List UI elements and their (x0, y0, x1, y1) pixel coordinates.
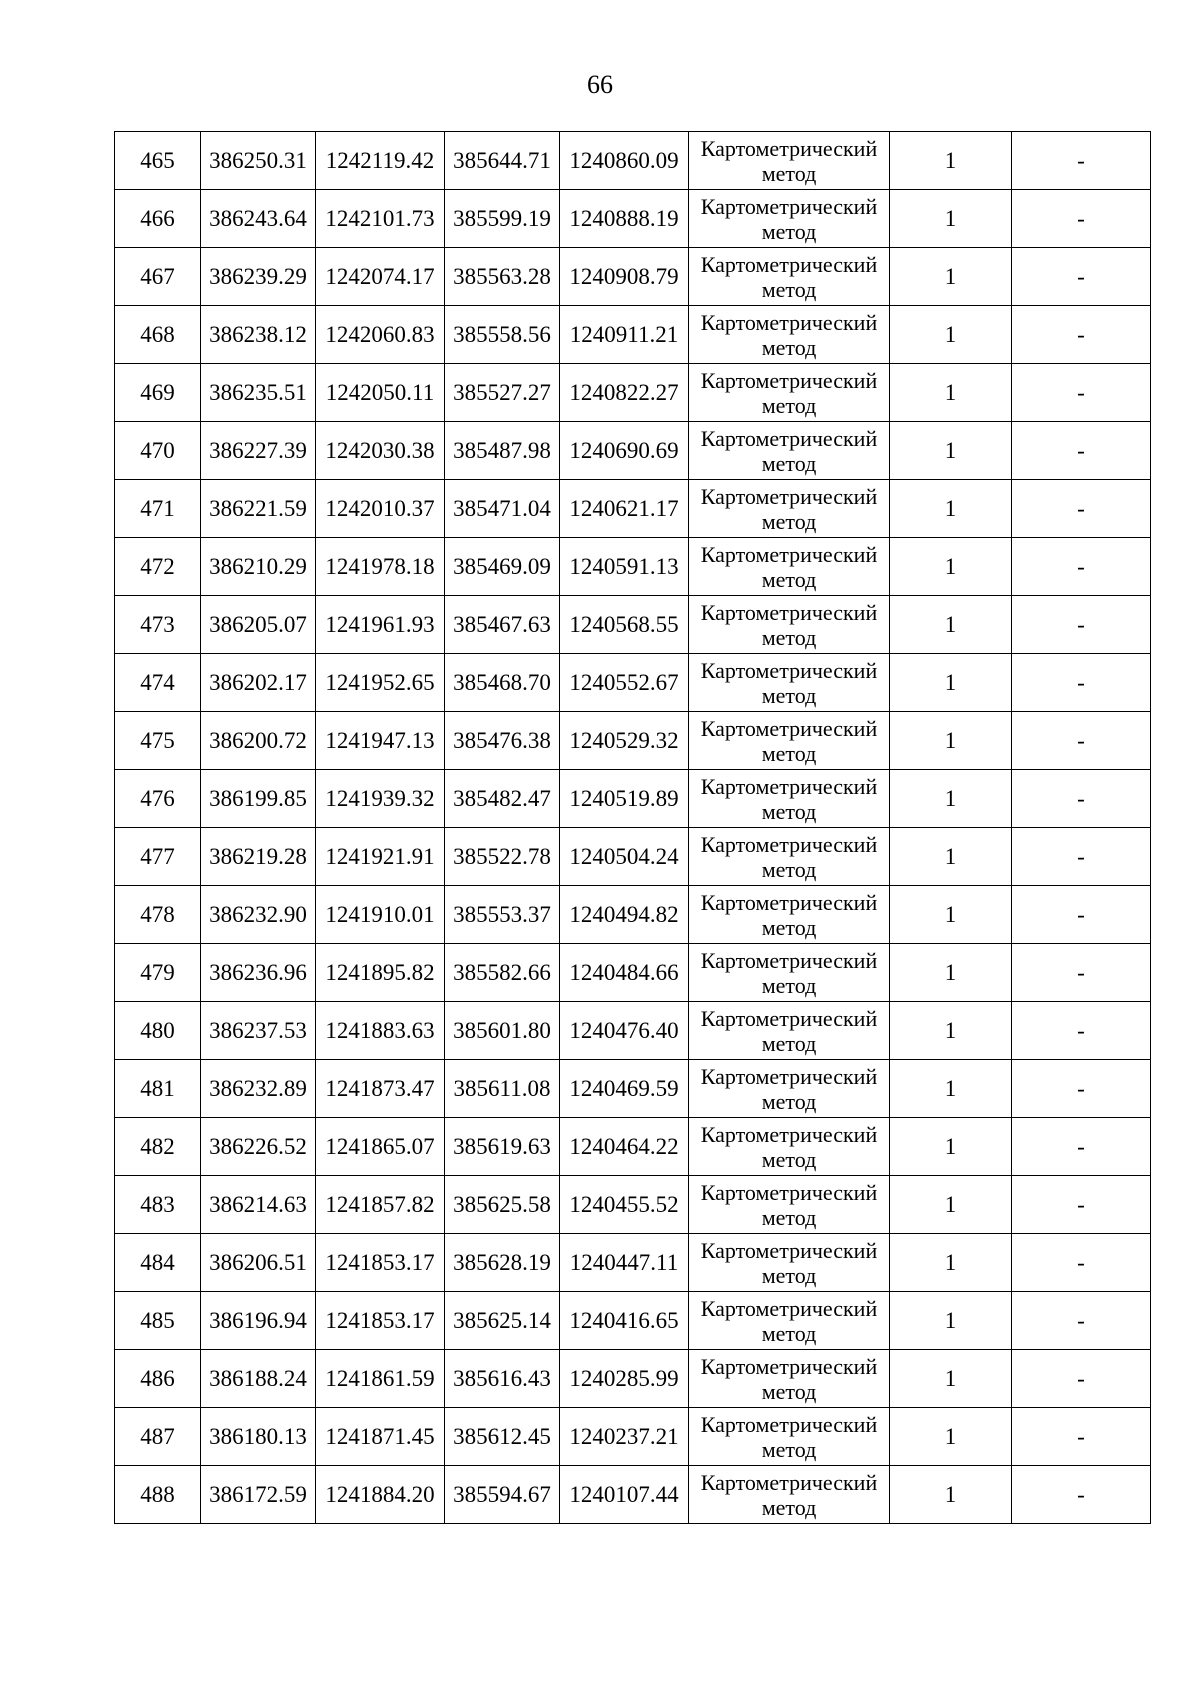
y2-coordinate-cell: 1240591.13 (560, 538, 689, 596)
y1-coordinate-cell: 1242050.11 (316, 364, 445, 422)
x2-coordinate-cell: 385616.43 (445, 1350, 560, 1408)
note-cell: - (1012, 190, 1151, 248)
x1-coordinate-cell: 386226.52 (201, 1118, 316, 1176)
table-row (115, 944, 1151, 1002)
x1-coordinate-cell: 386214.63 (201, 1176, 316, 1234)
accuracy-cell: 1 (890, 1176, 1012, 1234)
method-line-2: метод (761, 914, 817, 940)
x2-coordinate-cell: 385582.66 (445, 944, 560, 1002)
point-number-cell: 478 (115, 886, 201, 944)
y2-coordinate-cell: 1240447.11 (560, 1234, 689, 1292)
point-number-cell: 474 (115, 654, 201, 712)
table-body (115, 132, 1151, 1524)
y1-coordinate-cell: 1241861.59 (316, 1350, 445, 1408)
method-line-2: метод (761, 276, 817, 302)
table-row (115, 1118, 1151, 1176)
x1-coordinate-cell: 386219.28 (201, 828, 316, 886)
point-number-cell: 472 (115, 538, 201, 596)
method-cell (689, 422, 890, 480)
point-number-cell: 484 (115, 1234, 201, 1292)
note-cell: - (1012, 712, 1151, 770)
note-cell: - (1012, 828, 1151, 886)
x1-coordinate-cell: 386235.51 (201, 364, 316, 422)
point-number-cell: 486 (115, 1350, 201, 1408)
method-cell (689, 712, 890, 770)
method-line-1: Картометрический (700, 1411, 878, 1437)
note-cell: - (1012, 770, 1151, 828)
method-line-1: Картометрический (700, 1237, 878, 1263)
method-line-1: Картометрический (700, 715, 878, 741)
method-line-2: метод (761, 1030, 817, 1056)
method-line-1: Картометрический (700, 1469, 878, 1495)
y2-coordinate-cell: 1240888.19 (560, 190, 689, 248)
note-cell: - (1012, 422, 1151, 480)
point-number-cell: 482 (115, 1118, 201, 1176)
note-cell: - (1012, 132, 1151, 190)
y2-coordinate-cell: 1240911.21 (560, 306, 689, 364)
method-line-1: Картометрический (700, 483, 878, 509)
method-line-2: метод (761, 566, 817, 592)
x1-coordinate-cell: 386238.12 (201, 306, 316, 364)
method-line-2: метод (761, 1204, 817, 1230)
accuracy-cell: 1 (890, 770, 1012, 828)
method-cell (689, 248, 890, 306)
x2-coordinate-cell: 385467.63 (445, 596, 560, 654)
note-cell: - (1012, 538, 1151, 596)
method-cell (689, 596, 890, 654)
note-cell: - (1012, 886, 1151, 944)
method-line-2: метод (761, 1320, 817, 1346)
method-line-2: метод (761, 856, 817, 882)
x2-coordinate-cell: 385527.27 (445, 364, 560, 422)
y1-coordinate-cell: 1242074.17 (316, 248, 445, 306)
method-line-1: Картометрический (700, 367, 878, 393)
x1-coordinate-cell: 386236.96 (201, 944, 316, 1002)
method-line-2: метод (761, 1262, 817, 1288)
note-cell: - (1012, 654, 1151, 712)
table-row (115, 712, 1151, 770)
note-cell: - (1012, 480, 1151, 538)
x2-coordinate-cell: 385558.56 (445, 306, 560, 364)
point-number-cell: 477 (115, 828, 201, 886)
accuracy-cell: 1 (890, 828, 1012, 886)
accuracy-cell: 1 (890, 596, 1012, 654)
accuracy-cell: 1 (890, 248, 1012, 306)
point-number-cell: 471 (115, 480, 201, 538)
y1-coordinate-cell: 1241853.17 (316, 1292, 445, 1350)
y2-coordinate-cell: 1240519.89 (560, 770, 689, 828)
note-cell: - (1012, 596, 1151, 654)
y1-coordinate-cell: 1241910.01 (316, 886, 445, 944)
method-line-1: Картометрический (700, 1179, 878, 1205)
table-row (115, 1060, 1151, 1118)
method-cell (689, 1350, 890, 1408)
y1-coordinate-cell: 1242101.73 (316, 190, 445, 248)
y1-coordinate-cell: 1242060.83 (316, 306, 445, 364)
accuracy-cell: 1 (890, 1466, 1012, 1524)
y1-coordinate-cell: 1241947.13 (316, 712, 445, 770)
x2-coordinate-cell: 385476.38 (445, 712, 560, 770)
point-number-cell: 469 (115, 364, 201, 422)
method-line-2: метод (761, 1146, 817, 1172)
accuracy-cell: 1 (890, 190, 1012, 248)
note-cell: - (1012, 248, 1151, 306)
note-cell: - (1012, 1118, 1151, 1176)
method-line-2: метод (761, 392, 817, 418)
method-line-1: Картометрический (700, 1005, 878, 1031)
accuracy-cell: 1 (890, 712, 1012, 770)
x2-coordinate-cell: 385625.58 (445, 1176, 560, 1234)
note-cell: - (1012, 1060, 1151, 1118)
method-line-1: Картометрический (700, 947, 878, 973)
x1-coordinate-cell: 386206.51 (201, 1234, 316, 1292)
y1-coordinate-cell: 1241884.20 (316, 1466, 445, 1524)
y2-coordinate-cell: 1240285.99 (560, 1350, 689, 1408)
x1-coordinate-cell: 386196.94 (201, 1292, 316, 1350)
method-line-2: метод (761, 1088, 817, 1114)
point-number-cell: 481 (115, 1060, 201, 1118)
point-number-cell: 475 (115, 712, 201, 770)
table-row (115, 1176, 1151, 1234)
accuracy-cell: 1 (890, 364, 1012, 422)
x2-coordinate-cell: 385471.04 (445, 480, 560, 538)
method-line-1: Картометрический (700, 773, 878, 799)
table-row (115, 422, 1151, 480)
y1-coordinate-cell: 1241961.93 (316, 596, 445, 654)
point-number-cell: 465 (115, 132, 201, 190)
method-line-1: Картометрический (700, 599, 878, 625)
accuracy-cell: 1 (890, 422, 1012, 480)
x1-coordinate-cell: 386237.53 (201, 1002, 316, 1060)
method-line-1: Картометрический (700, 1295, 878, 1321)
accuracy-cell: 1 (890, 1292, 1012, 1350)
x1-coordinate-cell: 386180.13 (201, 1408, 316, 1466)
note-cell: - (1012, 1234, 1151, 1292)
note-cell: - (1012, 1350, 1151, 1408)
y2-coordinate-cell: 1240416.65 (560, 1292, 689, 1350)
x2-coordinate-cell: 385612.45 (445, 1408, 560, 1466)
method-cell (689, 480, 890, 538)
method-cell (689, 944, 890, 1002)
y2-coordinate-cell: 1240494.82 (560, 886, 689, 944)
accuracy-cell: 1 (890, 1118, 1012, 1176)
method-line-2: метод (761, 682, 817, 708)
y2-coordinate-cell: 1240568.55 (560, 596, 689, 654)
x1-coordinate-cell: 386210.29 (201, 538, 316, 596)
note-cell: - (1012, 1292, 1151, 1350)
accuracy-cell: 1 (890, 480, 1012, 538)
y1-coordinate-cell: 1241871.45 (316, 1408, 445, 1466)
y1-coordinate-cell: 1242010.37 (316, 480, 445, 538)
y2-coordinate-cell: 1240455.52 (560, 1176, 689, 1234)
table-row (115, 1466, 1151, 1524)
x1-coordinate-cell: 386232.90 (201, 886, 316, 944)
y1-coordinate-cell: 1241853.17 (316, 1234, 445, 1292)
method-line-2: метод (761, 160, 817, 186)
y1-coordinate-cell: 1241895.82 (316, 944, 445, 1002)
table-row (115, 828, 1151, 886)
y2-coordinate-cell: 1240464.22 (560, 1118, 689, 1176)
method-line-1: Картометрический (700, 135, 878, 161)
method-line-1: Картометрический (700, 657, 878, 683)
y2-coordinate-cell: 1240237.21 (560, 1408, 689, 1466)
method-line-2: метод (761, 798, 817, 824)
table-row (115, 1002, 1151, 1060)
y2-coordinate-cell: 1240908.79 (560, 248, 689, 306)
y1-coordinate-cell: 1241978.18 (316, 538, 445, 596)
method-cell (689, 1118, 890, 1176)
table-row (115, 1408, 1151, 1466)
x1-coordinate-cell: 386172.59 (201, 1466, 316, 1524)
x1-coordinate-cell: 386202.17 (201, 654, 316, 712)
method-cell (689, 306, 890, 364)
table-row (115, 248, 1151, 306)
y2-coordinate-cell: 1240529.32 (560, 712, 689, 770)
note-cell: - (1012, 306, 1151, 364)
y1-coordinate-cell: 1241883.63 (316, 1002, 445, 1060)
table-row (115, 306, 1151, 364)
y2-coordinate-cell: 1240690.69 (560, 422, 689, 480)
method-line-1: Картометрический (700, 889, 878, 915)
x1-coordinate-cell: 386232.89 (201, 1060, 316, 1118)
point-number-cell: 479 (115, 944, 201, 1002)
y2-coordinate-cell: 1240504.24 (560, 828, 689, 886)
accuracy-cell: 1 (890, 1350, 1012, 1408)
point-number-cell: 468 (115, 306, 201, 364)
note-cell: - (1012, 944, 1151, 1002)
method-cell (689, 770, 890, 828)
x2-coordinate-cell: 385628.19 (445, 1234, 560, 1292)
table-row (115, 538, 1151, 596)
x2-coordinate-cell: 385594.67 (445, 1466, 560, 1524)
y2-coordinate-cell: 1240822.27 (560, 364, 689, 422)
method-line-2: метод (761, 450, 817, 476)
method-cell (689, 364, 890, 422)
point-number-cell: 470 (115, 422, 201, 480)
method-cell (689, 1408, 890, 1466)
method-line-2: метод (761, 1436, 817, 1462)
x2-coordinate-cell: 385469.09 (445, 538, 560, 596)
point-number-cell: 485 (115, 1292, 201, 1350)
note-cell: - (1012, 1176, 1151, 1234)
table-row (115, 654, 1151, 712)
method-line-1: Картометрический (700, 425, 878, 451)
y2-coordinate-cell: 1240552.67 (560, 654, 689, 712)
point-number-cell: 473 (115, 596, 201, 654)
method-line-2: метод (761, 508, 817, 534)
method-line-2: метод (761, 1494, 817, 1520)
y2-coordinate-cell: 1240860.09 (560, 132, 689, 190)
method-line-1: Картометрический (700, 831, 878, 857)
method-line-2: метод (761, 972, 817, 998)
x1-coordinate-cell: 386200.72 (201, 712, 316, 770)
note-cell: - (1012, 364, 1151, 422)
x2-coordinate-cell: 385644.71 (445, 132, 560, 190)
method-cell (689, 654, 890, 712)
method-line-2: метод (761, 740, 817, 766)
method-cell (689, 132, 890, 190)
accuracy-cell: 1 (890, 654, 1012, 712)
y2-coordinate-cell: 1240469.59 (560, 1060, 689, 1118)
accuracy-cell: 1 (890, 944, 1012, 1002)
method-line-1: Картометрический (700, 251, 878, 277)
method-line-1: Картометрический (700, 309, 878, 335)
y1-coordinate-cell: 1242119.42 (316, 132, 445, 190)
x2-coordinate-cell: 385468.70 (445, 654, 560, 712)
x1-coordinate-cell: 386239.29 (201, 248, 316, 306)
y1-coordinate-cell: 1241873.47 (316, 1060, 445, 1118)
y1-coordinate-cell: 1241921.91 (316, 828, 445, 886)
x1-coordinate-cell: 386227.39 (201, 422, 316, 480)
x2-coordinate-cell: 385625.14 (445, 1292, 560, 1350)
table-row (115, 190, 1151, 248)
method-cell (689, 1234, 890, 1292)
coordinates-table (114, 131, 1151, 1524)
point-number-cell: 488 (115, 1466, 201, 1524)
method-line-2: метод (761, 334, 817, 360)
y1-coordinate-cell: 1241865.07 (316, 1118, 445, 1176)
page-number: 66 (587, 70, 613, 99)
x2-coordinate-cell: 385522.78 (445, 828, 560, 886)
note-cell: - (1012, 1408, 1151, 1466)
method-line-1: Картометрический (700, 1121, 878, 1147)
point-number-cell: 467 (115, 248, 201, 306)
x1-coordinate-cell: 386188.24 (201, 1350, 316, 1408)
point-number-cell: 476 (115, 770, 201, 828)
method-line-2: метод (761, 218, 817, 244)
y2-coordinate-cell: 1240476.40 (560, 1002, 689, 1060)
method-cell (689, 538, 890, 596)
y2-coordinate-cell: 1240484.66 (560, 944, 689, 1002)
y1-coordinate-cell: 1242030.38 (316, 422, 445, 480)
method-cell (689, 190, 890, 248)
x2-coordinate-cell: 385482.47 (445, 770, 560, 828)
point-number-cell: 483 (115, 1176, 201, 1234)
x2-coordinate-cell: 385601.80 (445, 1002, 560, 1060)
method-cell (689, 1176, 890, 1234)
x2-coordinate-cell: 385487.98 (445, 422, 560, 480)
accuracy-cell: 1 (890, 132, 1012, 190)
table-row (115, 1292, 1151, 1350)
method-cell (689, 1002, 890, 1060)
x2-coordinate-cell: 385611.08 (445, 1060, 560, 1118)
accuracy-cell: 1 (890, 1002, 1012, 1060)
method-line-1: Картометрический (700, 1353, 878, 1379)
y1-coordinate-cell: 1241939.32 (316, 770, 445, 828)
x2-coordinate-cell: 385599.19 (445, 190, 560, 248)
method-line-1: Картометрический (700, 541, 878, 567)
y1-coordinate-cell: 1241857.82 (316, 1176, 445, 1234)
table-row (115, 1234, 1151, 1292)
method-cell (689, 1292, 890, 1350)
method-cell (689, 1466, 890, 1524)
table-row (115, 770, 1151, 828)
accuracy-cell: 1 (890, 538, 1012, 596)
x1-coordinate-cell: 386221.59 (201, 480, 316, 538)
table-row (115, 132, 1151, 190)
x1-coordinate-cell: 386250.31 (201, 132, 316, 190)
table-row (115, 886, 1151, 944)
table-row (115, 1350, 1151, 1408)
table-row (115, 480, 1151, 538)
x1-coordinate-cell: 386199.85 (201, 770, 316, 828)
note-cell: - (1012, 1002, 1151, 1060)
point-number-cell: 487 (115, 1408, 201, 1466)
y2-coordinate-cell: 1240107.44 (560, 1466, 689, 1524)
method-cell (689, 828, 890, 886)
x1-coordinate-cell: 386243.64 (201, 190, 316, 248)
x1-coordinate-cell: 386205.07 (201, 596, 316, 654)
accuracy-cell: 1 (890, 1060, 1012, 1118)
point-number-cell: 466 (115, 190, 201, 248)
y1-coordinate-cell: 1241952.65 (316, 654, 445, 712)
method-cell (689, 886, 890, 944)
accuracy-cell: 1 (890, 306, 1012, 364)
method-line-1: Картометрический (700, 193, 878, 219)
method-line-2: метод (761, 1378, 817, 1404)
note-cell: - (1012, 1466, 1151, 1524)
table-row (115, 364, 1151, 422)
point-number-cell: 480 (115, 1002, 201, 1060)
method-line-1: Картометрический (700, 1063, 878, 1089)
y2-coordinate-cell: 1240621.17 (560, 480, 689, 538)
x2-coordinate-cell: 385563.28 (445, 248, 560, 306)
method-cell (689, 1060, 890, 1118)
x2-coordinate-cell: 385553.37 (445, 886, 560, 944)
accuracy-cell: 1 (890, 1408, 1012, 1466)
accuracy-cell: 1 (890, 886, 1012, 944)
table-row (115, 596, 1151, 654)
x2-coordinate-cell: 385619.63 (445, 1118, 560, 1176)
method-line-2: метод (761, 624, 817, 650)
accuracy-cell: 1 (890, 1234, 1012, 1292)
